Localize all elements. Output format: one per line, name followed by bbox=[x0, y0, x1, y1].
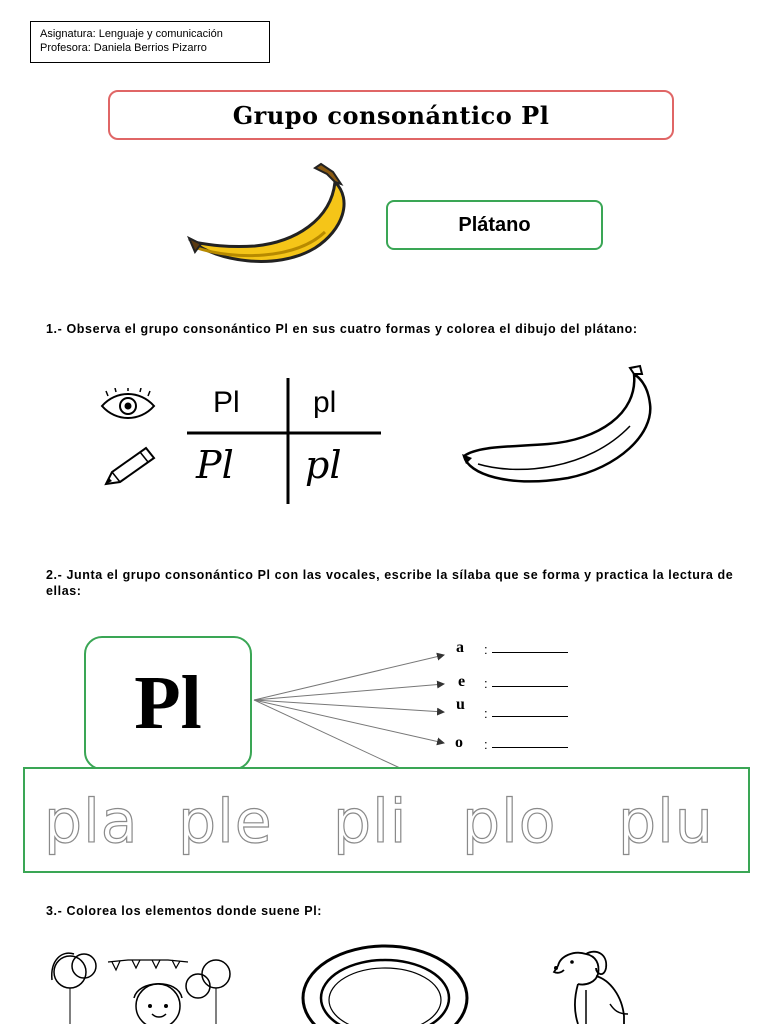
answer-line[interactable] bbox=[492, 651, 568, 653]
plate-image bbox=[300, 944, 470, 1024]
syllable-pla: pla bbox=[44, 787, 139, 857]
syllable-plo: plo bbox=[462, 787, 557, 857]
subject-line: Asignatura: Lenguaje y comunicación bbox=[40, 28, 223, 40]
party-child-image bbox=[48, 940, 248, 1024]
syllable-pli: pli bbox=[333, 787, 408, 857]
print-uppercase-pl: Pl bbox=[213, 386, 240, 419]
vowel-o: o bbox=[455, 734, 463, 751]
answer-line[interactable] bbox=[492, 715, 568, 717]
banana-color-image bbox=[185, 160, 355, 285]
header-box bbox=[30, 21, 270, 63]
word-label: Plátano bbox=[386, 200, 603, 250]
banana-outline-image bbox=[458, 364, 658, 494]
cursive-lowercase-pl: pl bbox=[305, 443, 342, 487]
dog-image bbox=[552, 944, 632, 1024]
connector-arrows bbox=[250, 640, 450, 770]
instruction-2: 2.- Junta el grupo consonántico Pl con las vocales, escribe la sílaba que se forma y practica la lectura de ellas: bbox=[46, 568, 734, 598]
pencil-icon bbox=[100, 444, 158, 488]
answer-blank-u: : bbox=[484, 706, 568, 721]
teacher-line: Profesora: Daniela Berrios Pizarro bbox=[40, 42, 207, 54]
syllable-plu: plu bbox=[618, 787, 714, 857]
answer-blank-a: : bbox=[484, 642, 568, 657]
instruction-3: 3.- Colorea los elementos donde suene Pl: bbox=[46, 904, 323, 918]
print-lowercase-pl: pl bbox=[313, 386, 337, 419]
answer-line[interactable] bbox=[492, 746, 568, 748]
eye-icon bbox=[98, 388, 158, 424]
answer-line[interactable] bbox=[492, 685, 568, 687]
consonant-group-box: Pl bbox=[84, 636, 252, 770]
vowel-e: e bbox=[458, 673, 466, 690]
vowel-u: u bbox=[456, 696, 465, 713]
syllable-ple: ple bbox=[178, 787, 273, 857]
vowel-a: a bbox=[456, 639, 464, 656]
instruction-1: 1.- Observa el grupo consonántico Pl en sus cuatro formas y colorea el dibujo del plátano: bbox=[46, 322, 638, 336]
cursive-uppercase-pl: Pl bbox=[196, 443, 234, 487]
answer-blank-o: : bbox=[484, 737, 568, 752]
answer-blank-e: : bbox=[484, 676, 568, 691]
page-title: Grupo consonántico Pl bbox=[108, 90, 674, 140]
